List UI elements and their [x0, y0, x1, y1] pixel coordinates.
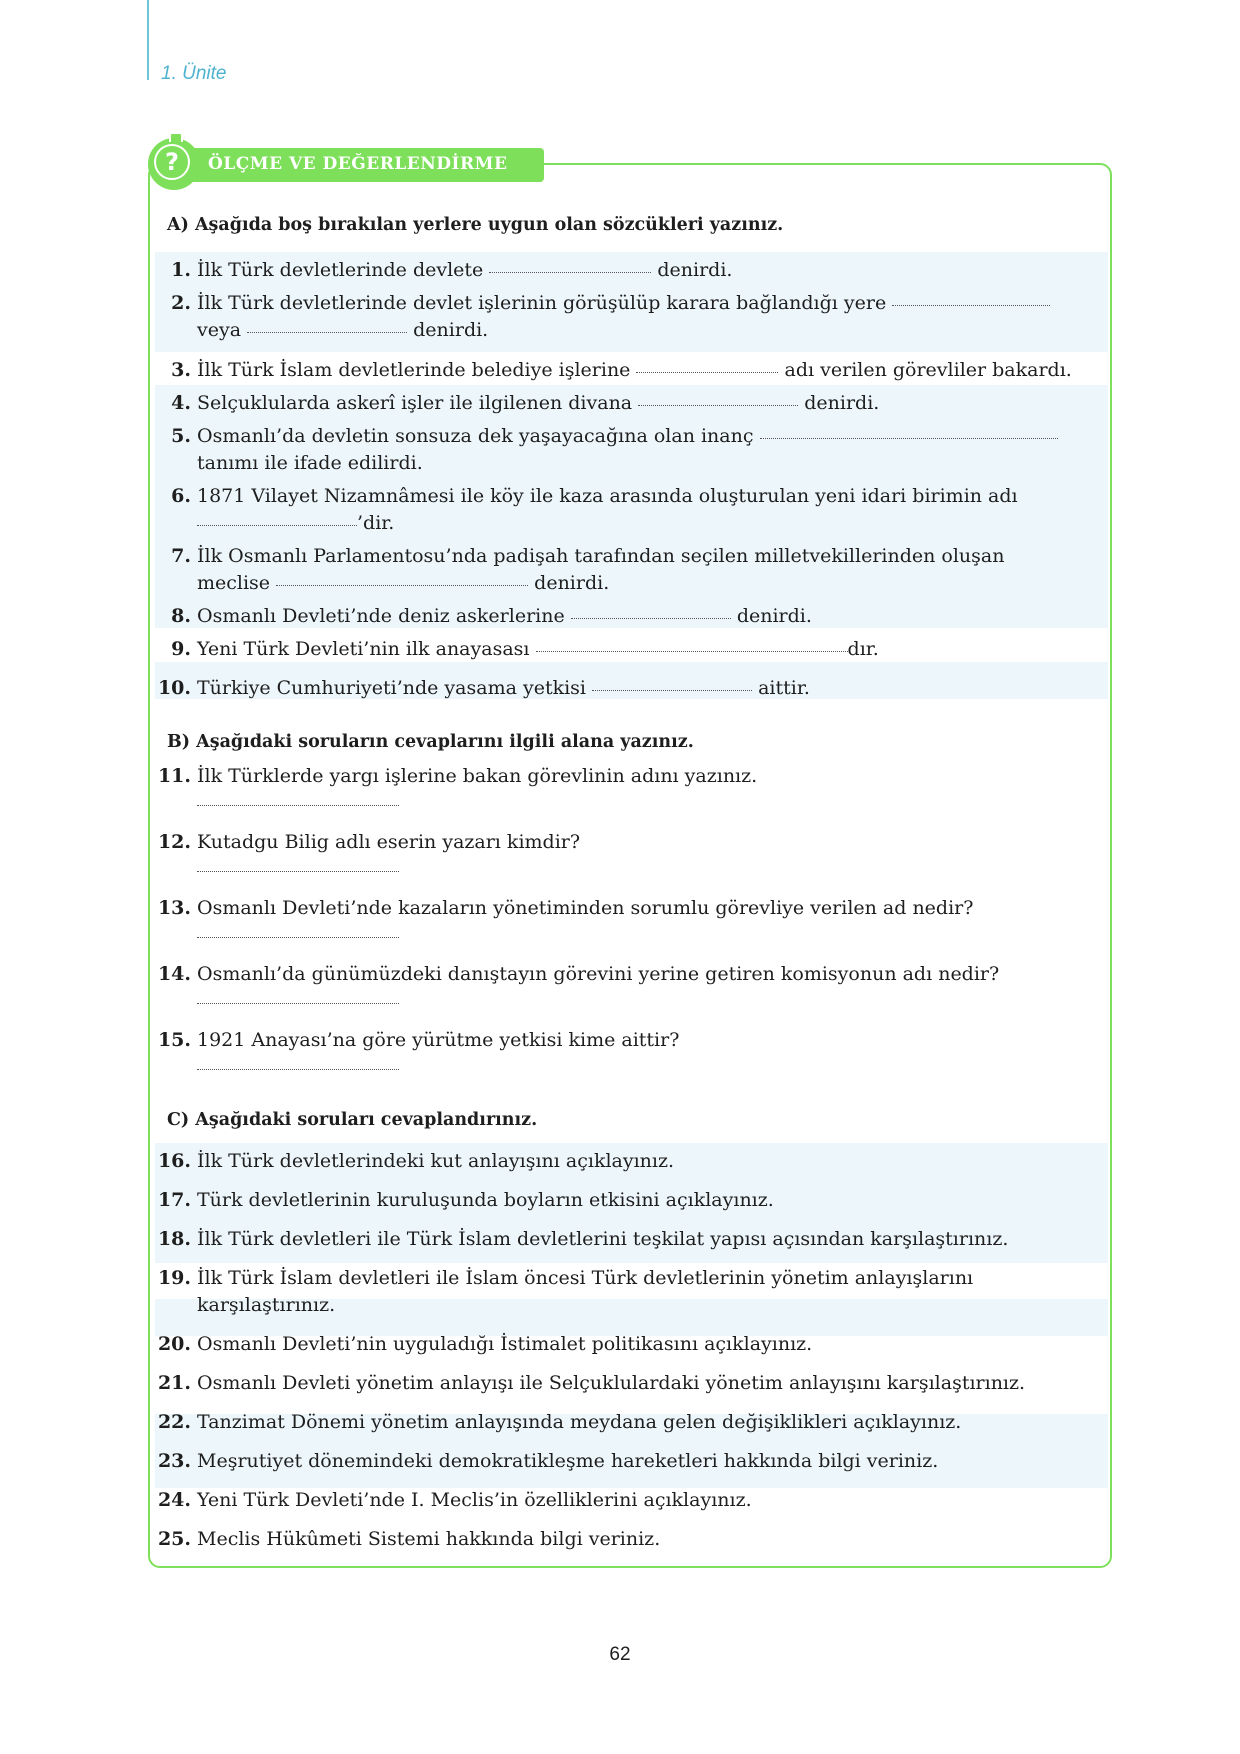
question-text: Osmanlı Devleti yönetim anlayışı ile Selçuklulardaki yönetim anlayışını karşılaştırınız. [197, 1372, 1026, 1394]
question-text: Osmanlı’da devletin sonsuza dek yaşayacağına olan inanç [197, 425, 754, 447]
question-text: Yeni Türk Devleti’nin ilk anayasası [197, 638, 530, 660]
answer-blank[interactable] [636, 371, 778, 373]
answer-blank[interactable] [592, 689, 752, 691]
question-text: meclise [197, 572, 271, 594]
question-number: 21. [157, 1372, 191, 1394]
question-text: İlk Türklerde yargı işlerine bakan görevlinin adını yazınız. [197, 765, 758, 787]
question-text: Osmanlı Devleti’nde kazaların yönetiminden sorumlu görevliye verilen ad nedir? [197, 897, 974, 919]
answer-line[interactable] [197, 1003, 399, 1004]
question-text: Türk devletlerinin kuruluşunda boyların etkisini açıklayınız. [197, 1189, 774, 1211]
question-number: 16. [157, 1150, 191, 1172]
question-number: 6. [171, 485, 191, 507]
question-text: denirdi. [657, 259, 733, 281]
answer-line[interactable] [197, 1069, 399, 1070]
question-number: 19. [157, 1267, 191, 1289]
question-text: İlk Türk devletleri ile Türk İslam devletlerini teşkilat yapısı açısından karşılaştırınız. [197, 1228, 1009, 1250]
unit-bar [147, 0, 149, 80]
question-text: Yeni Türk Devleti’nde I. Meclis’in özelliklerini açıklayınız. [197, 1489, 752, 1511]
question-text: 1871 Vilayet Nizamnâmesi ile köy ile kaza arasında oluşturulan yeni idari birimin adı [197, 485, 1018, 507]
question-text: karşılaştırınız. [197, 1294, 336, 1316]
question-number: 15. [157, 1029, 191, 1051]
section-header-title: ÖLÇME VE DEĞERLENDİRME [208, 154, 508, 174]
question-text: Osmanlı Devleti’nin uyguladığı İstimalet politikasını açıklayınız. [197, 1333, 813, 1355]
question-text: Osmanlı Devleti’nde deniz askerlerine [197, 605, 565, 627]
question-text: İlk Türk devletlerinde devlet işlerinin görüşülüp karara bağlandığı yere [197, 292, 887, 314]
question-text: Kutadgu Bilig adlı eserin yazarı kimdir? [197, 831, 581, 853]
answer-blank[interactable] [892, 304, 1050, 306]
question-number: 3. [171, 359, 191, 381]
question-text: 1921 Anayası’na göre yürütme yetkisi kime aittir? [197, 1029, 680, 1051]
question-number: 9. [171, 638, 191, 660]
answer-line[interactable] [197, 805, 399, 806]
question-number: 14. [157, 963, 191, 985]
question-number: 25. [157, 1528, 191, 1550]
page-number: 62 [609, 1644, 631, 1665]
answer-blank[interactable] [276, 584, 528, 586]
answer-blank[interactable] [197, 524, 357, 526]
question-text: denirdi. [736, 605, 812, 627]
question-text: İlk Türk devletlerindeki kut anlayışını açıklayınız. [197, 1150, 675, 1172]
question-text: denirdi. [804, 392, 880, 414]
question-text: tanımı ile ifade edilirdi. [197, 452, 423, 474]
question-number: 12. [157, 831, 191, 853]
question-text: İlk Türk İslam devletlerinde belediye işlerine [197, 359, 631, 381]
answer-blank[interactable] [536, 650, 848, 652]
question-number: 10. [157, 677, 191, 699]
question-number: 17. [157, 1189, 191, 1211]
question-number: 1. [171, 259, 191, 281]
question-number: 20. [157, 1333, 191, 1355]
question-text: Türkiye Cumhuriyeti’nde yasama yetkisi [197, 677, 586, 699]
section-a-title: A) Aşağıda boş bırakılan yerlere uygun olan sözcükleri yazınız. [167, 215, 784, 235]
question-number: 13. [157, 897, 191, 919]
question-text: aittir. [758, 677, 810, 699]
question-number: 23. [157, 1450, 191, 1472]
question-text: veya [197, 319, 242, 341]
question-text: Meşrutiyet dönemindeki demokratikleşme hareketleri hakkında bilgi veriniz. [197, 1450, 939, 1472]
answer-blank[interactable] [571, 617, 731, 619]
answer-line[interactable] [197, 871, 399, 872]
question-text: Meclis Hükûmeti Sistemi hakkında bilgi veriniz. [197, 1528, 661, 1550]
question-number: 4. [171, 392, 191, 414]
question-number: 7. [171, 545, 191, 567]
answer-blank[interactable] [760, 437, 1058, 439]
answer-line[interactable] [197, 937, 399, 938]
question-number: 11. [157, 765, 191, 787]
question-icon: ? [148, 138, 200, 190]
question-text: dır. [847, 638, 879, 660]
question-text: Osmanlı’da günümüzdeki danıştayın görevini yerine getiren komisyonun adı nedir? [197, 963, 1000, 985]
question-number: 8. [171, 605, 191, 627]
question-number: 2. [171, 292, 191, 314]
question-number: 18. [157, 1228, 191, 1250]
unit-label: 1. Ünite [161, 63, 227, 84]
question-text: İlk Türk İslam devletleri ile İslam öncesi Türk devletlerinin yönetim anlayışlarını [197, 1267, 974, 1289]
question-text: denirdi. [534, 572, 610, 594]
question-text: Tanzimat Dönemi yönetim anlayışında meydana gelen değişiklikleri açıklayınız. [197, 1411, 962, 1433]
question-text: Selçuklularda askerî işler ile ilgilenen divana [197, 392, 633, 414]
answer-blank[interactable] [489, 271, 651, 273]
question-number: 5. [171, 425, 191, 447]
question-text: denirdi. [413, 319, 489, 341]
answer-blank[interactable] [247, 331, 407, 333]
question-text: İlk Türk devletlerinde devlete [197, 259, 484, 281]
answer-blank[interactable] [638, 404, 798, 406]
question-text: adı verilen görevliler bakardı. [784, 359, 1072, 381]
question-text: ’dir. [357, 512, 395, 534]
question-number: 24. [157, 1489, 191, 1511]
question-text: İlk Osmanlı Parlamentosu’nda padişah tarafından seçilen milletvekillerinden oluşan [197, 545, 1005, 567]
section-b-title: B) Aşağıdaki soruların cevaplarını ilgili alana yazınız. [167, 732, 694, 752]
question-number: 22. [157, 1411, 191, 1433]
section-c-title: C) Aşağıdaki soruları cevaplandırınız. [167, 1110, 538, 1130]
